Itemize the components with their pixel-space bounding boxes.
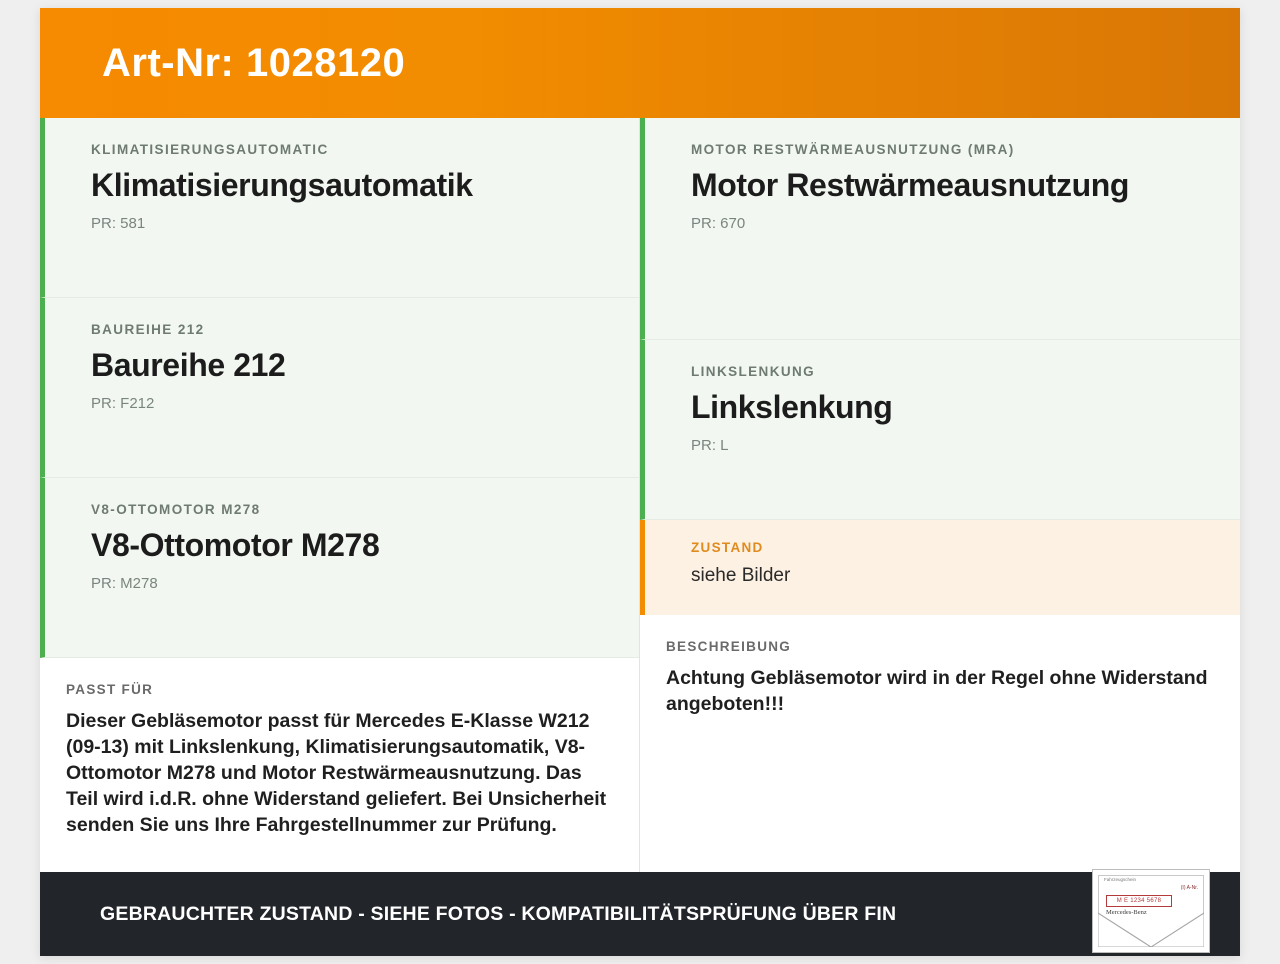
condition-kicker: ZUSTAND: [691, 540, 764, 555]
fits-for-block: [40, 658, 639, 872]
feature-kicker: LINKSLENKUNG: [691, 364, 816, 379]
left-column: [40, 118, 640, 872]
feature-card-v8-ottomotor-m278: [40, 478, 639, 658]
vehicle-registration-icon: [1092, 869, 1210, 953]
fits-for-kicker: PASST FÜR: [66, 682, 154, 697]
feature-card-linkslenkung: [640, 340, 1240, 520]
condition-value: siehe Bilder: [691, 565, 791, 586]
feature-kicker: BAUREIHE 212: [91, 322, 205, 337]
header-banner: [40, 8, 1240, 118]
page-title: Art-Nr: 1028120: [102, 40, 406, 85]
description-kicker: BESCHREIBUNG: [666, 639, 792, 654]
feature-pr-code: PR: L: [691, 436, 729, 454]
footer-banner: [40, 872, 1240, 956]
feature-card-baureihe-212: [40, 298, 639, 478]
footer-text: GEBRAUCHTER ZUSTAND - SIEHE FOTOS - KOMPATIBILITÄTSPRÜFUNG ÜBER FIN: [100, 902, 897, 925]
fits-for-text: Dieser Gebläsemotor passt für Mercedes E-Klasse W212 (09-13) mit Linkslenkung, Klimatisierungsautomatik, V8-Ottomotor M278 und Motor Restwärmeausnutzung. Das Teil wird i.d.R. ohne Widerstand geliefert. Bei Unsicherheit senden Sie uns Ihre Fahrgestellnummer zur Prüfung.: [66, 710, 607, 836]
content-columns: [40, 118, 1240, 872]
feature-pr-code: PR: 581: [91, 214, 146, 232]
stamp-plate-number: M E 1234 5678: [1106, 895, 1172, 907]
feature-pr-code: PR: 670: [691, 214, 746, 232]
feature-card-motor-restwaermeausnutzung: [640, 118, 1240, 340]
description-block: [640, 615, 1240, 872]
feature-title: Linkslenkung: [691, 389, 893, 425]
feature-pr-code: PR: F212: [91, 394, 155, 412]
feature-title: V8-Ottomotor M278: [91, 527, 380, 563]
product-sheet: [40, 8, 1240, 956]
feature-pr-code: PR: M278: [91, 574, 158, 592]
right-column: [640, 118, 1240, 872]
condition-banner: [640, 520, 1240, 615]
feature-card-klimatisierungsautomatik: [40, 118, 639, 298]
feature-kicker: KLIMATISIERUNGSAUTOMATIC: [91, 142, 329, 157]
feature-kicker: V8-OTTOMOTOR M278: [91, 502, 261, 517]
feature-title: Motor Restwärmeausnutzung: [691, 167, 1130, 203]
feature-kicker: MOTOR RESTWÄRMEAUSNUTZUNG (MRA): [691, 142, 1015, 157]
feature-title: Baureihe 212: [91, 347, 286, 383]
stamp-brand-text: Mercedes-Benz: [1106, 909, 1147, 916]
feature-title: Klimatisierungsautomatik: [91, 167, 473, 203]
stamp-right-text: (I) A-Nr.: [1180, 885, 1198, 891]
stamp-top-text: Fahrzeugschein: [1104, 877, 1137, 882]
description-text: Achtung Gebläsemotor wird in der Regel ohne Widerstand angeboten!!!: [666, 667, 1208, 715]
